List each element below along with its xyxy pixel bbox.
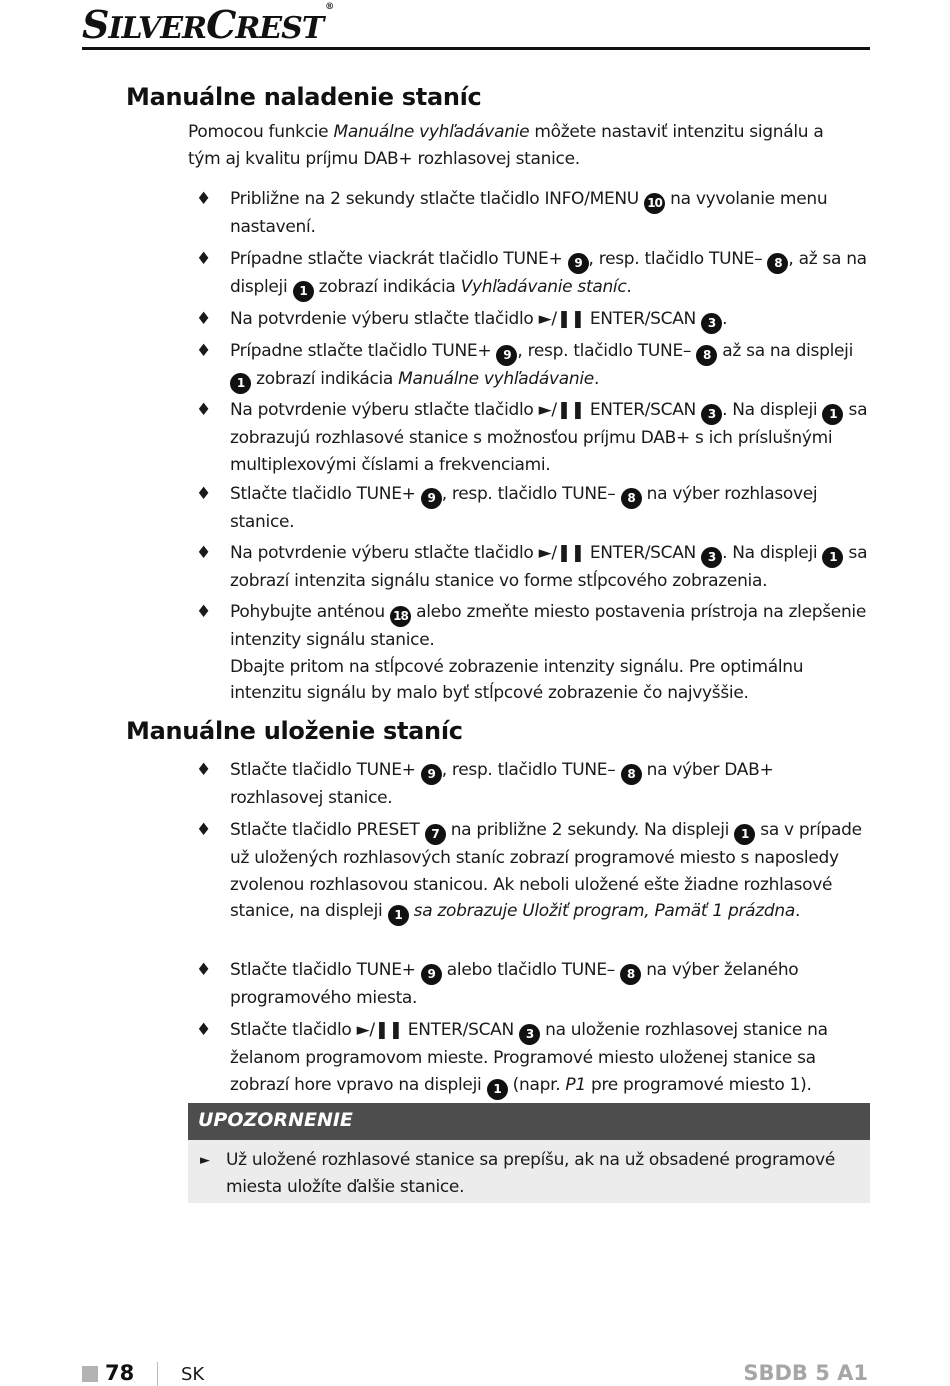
intro-paragraph: Pomocou funkcie Manuálne vyhľadávanie môžete nastaviť intenzitu signálu a tým aj kvalitu príjmu DAB+ rozhlasovej stanice. [188,122,824,169]
arrow-icon: ► [200,1153,210,1168]
ref-number: 1 [293,281,314,302]
bullet-icon: ♦ [196,960,212,980]
section-title: Manuálne naladenie staníc [126,83,482,111]
ref-number: 9 [421,488,442,509]
ref-number: 1 [822,547,843,568]
ref-number: 9 [421,764,442,785]
bullet-icon: ♦ [196,484,212,504]
note-text: Už uložené rozhlasové stanice sa prepíšu, ak na už obsadené programové miesta uložíte ďalšie stanice. [226,1150,836,1197]
note-body [188,1140,870,1203]
bullet-icon: ♦ [196,1020,212,1040]
brand-logo: SILVERCREST® [82,2,334,47]
ref-number: 1 [734,824,755,845]
page-number: 78 [105,1361,135,1385]
ref-number: 7 [425,824,446,845]
ref-number: 3 [701,547,722,568]
bullet-icon: ♦ [196,341,212,361]
ref-number: 8 [767,253,788,274]
ref-number: 9 [421,964,442,985]
ref-number: 8 [696,345,717,366]
section-title: Manuálne uloženie staníc [126,717,463,745]
ref-number: 3 [701,404,722,425]
bullet-icon: ♦ [196,543,212,563]
bullet-icon: ♦ [196,760,212,780]
bullet-icon: ♦ [196,602,212,622]
ref-number: 9 [568,253,589,274]
footer-square-icon [82,1366,98,1382]
ref-number: 9 [496,345,517,366]
bullet-icon: ♦ [196,189,212,209]
bullet-icon: ♦ [196,820,212,840]
ref-number: 3 [701,313,722,334]
footer-divider [157,1362,158,1386]
ref-number: 1 [388,905,409,926]
ref-number: 10 [644,193,665,214]
header-rule [82,47,870,50]
ref-number: 8 [621,764,642,785]
bullet-icon: ♦ [196,400,212,420]
note-header [188,1103,870,1140]
model-number: SBDB 5 A1 [743,1361,868,1385]
ref-number: 8 [621,488,642,509]
ref-number: 3 [519,1024,540,1045]
bullet-icon: ♦ [196,309,212,329]
ref-number: 1 [822,404,843,425]
ref-number: 18 [390,606,411,627]
ref-number: 8 [620,964,641,985]
ref-number: 1 [487,1079,508,1100]
ref-number: 1 [230,373,251,394]
language-code: SK [181,1364,205,1385]
note-heading: UPOZORNENIE [198,1109,353,1131]
bullet-icon: ♦ [196,249,212,269]
